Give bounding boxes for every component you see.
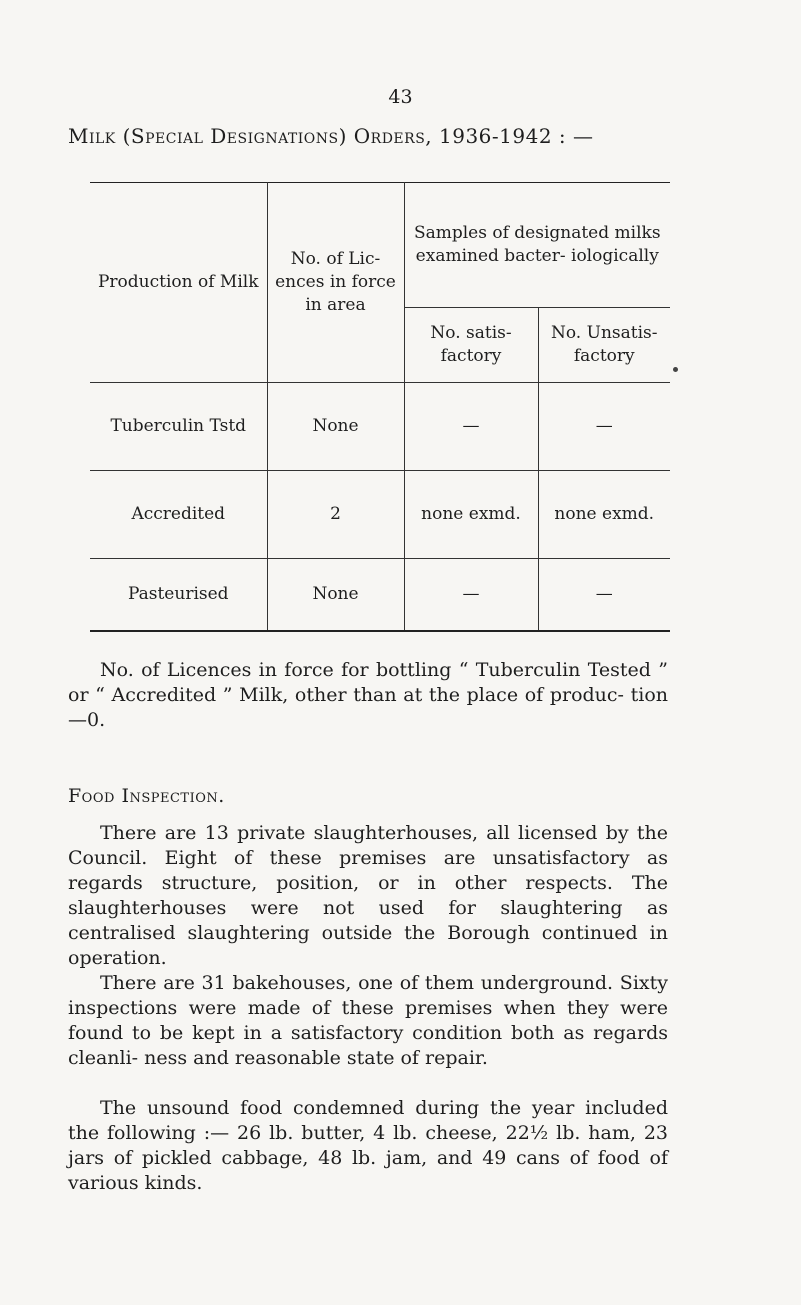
table-row: [90, 559, 670, 631]
food-inspection-title: Food Inspection.: [68, 785, 225, 807]
ink-dot: [673, 367, 678, 372]
header-licences: No. of Lic- ences in force in area: [267, 183, 404, 383]
header-production: Production of Milk: [90, 183, 267, 383]
milk-orders-heading: Milk (Special Designations) Orders, 1936-1942 : —: [68, 124, 594, 148]
row-production: Pasteurised: [90, 559, 267, 631]
row-licences: None: [267, 559, 404, 631]
header-satisfactory: No. satis- factory: [404, 308, 538, 383]
row-production: Tuberculin Tstd: [90, 383, 267, 471]
row-satisfactory: —: [404, 559, 538, 631]
paragraph-unsound-food: [68, 1096, 668, 1196]
row-production: Accredited: [90, 471, 267, 559]
row-satisfactory: none exmd.: [404, 471, 538, 559]
licences-note: [68, 658, 668, 733]
table-row: [90, 383, 670, 471]
row-licences: None: [267, 383, 404, 471]
milk-designations-table: [90, 182, 670, 632]
row-unsatisfactory: —: [538, 383, 670, 471]
licences-note-text: No. of Licences in force for bottling “ Tuberculin Tested ” or “ Accredited ” Milk, other than at the place of produc- tion—0.: [68, 659, 668, 731]
paragraph-bakehouses: [68, 971, 668, 1071]
header-unsatisfactory: No. Unsatis- factory: [538, 308, 670, 383]
row-unsatisfactory: none exmd.: [538, 471, 670, 559]
row-licences: 2: [267, 471, 404, 559]
page-number: 43: [388, 86, 413, 108]
row-unsatisfactory: —: [538, 559, 670, 631]
table-row: [90, 471, 670, 559]
header-samples: Samples of designated milks examined bacter- iologically: [404, 183, 670, 308]
row-satisfactory: —: [404, 383, 538, 471]
paragraph-slaughterhouses: [68, 821, 668, 971]
paragraph-text: There are 31 bakehouses, one of them underground. Sixty inspections were made of these premises when they were found to be kept in a satisfactory condition both as regards cleanli- ness and reasonable state of repair.: [68, 972, 668, 1069]
paragraph-text: There are 13 private slaughterhouses, all licensed by the Council. Eight of these premises are unsatisfactory as regards structure, position, or in other respects. The slaughterhouses were not used for slaughtering as centralised slaughtering outside the Borough continued in operation.: [68, 822, 668, 969]
paragraph-text: The unsound food condemned during the year included the following :— 26 lb. butter, 4 lb. cheese, 22½ lb. ham, 23 jars of pickled cabbage, 48 lb. jam, and 49 cans of food of various kinds.: [68, 1097, 668, 1194]
